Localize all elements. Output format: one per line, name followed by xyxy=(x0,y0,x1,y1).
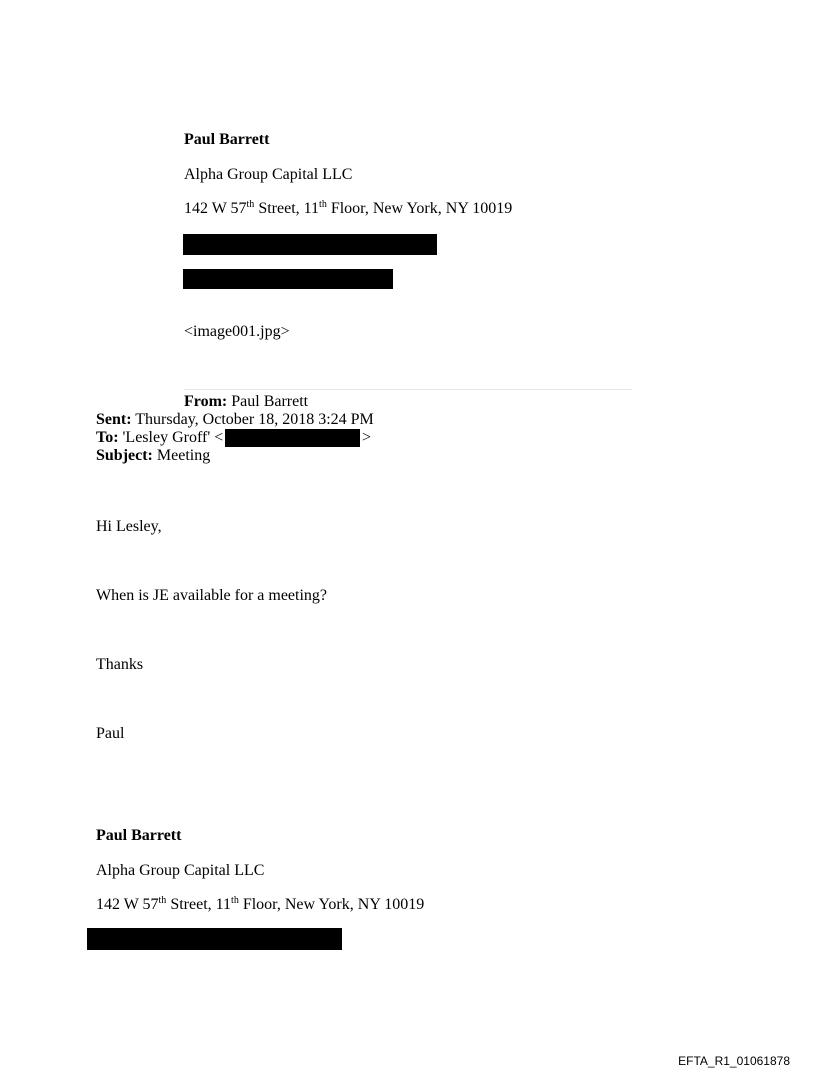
signature-name-top: Paul Barrett xyxy=(184,131,270,148)
signature-company-bottom: Alpha Group Capital LLC xyxy=(96,862,265,879)
attachment-placeholder: <image001.jpg> xyxy=(184,323,290,340)
header-to-close: > xyxy=(362,429,372,446)
body-signoff: Paul xyxy=(96,725,125,742)
redaction-block xyxy=(183,269,393,289)
body-greeting: Hi Lesley, xyxy=(96,518,162,535)
signature-name-bottom: Paul Barrett xyxy=(96,827,182,844)
body-thanks: Thanks xyxy=(96,656,144,673)
signature-company-top: Alpha Group Capital LLC xyxy=(184,166,353,183)
bates-number: EFTA_R1_01061878 xyxy=(678,1054,790,1068)
redaction-block xyxy=(183,234,437,255)
body-question: When is JE available for a meeting? xyxy=(96,587,328,604)
header-from: From: Paul Barrett xyxy=(184,393,309,410)
header-subject: Subject: Meeting xyxy=(96,447,211,464)
signature-address-top: 142 W 57th Street, 11th Floor, New York, NY 10019 xyxy=(184,199,513,217)
signature-address-bottom: 142 W 57th Street, 11th Floor, New York, NY 10019 xyxy=(96,895,425,913)
redaction-block xyxy=(87,928,342,950)
header-sent: Sent: Thursday, October 18, 2018 3:24 PM xyxy=(96,411,374,428)
separator-line xyxy=(184,389,632,390)
header-to: To: 'Lesley Groff' < xyxy=(96,429,224,446)
redaction-block xyxy=(225,429,360,447)
